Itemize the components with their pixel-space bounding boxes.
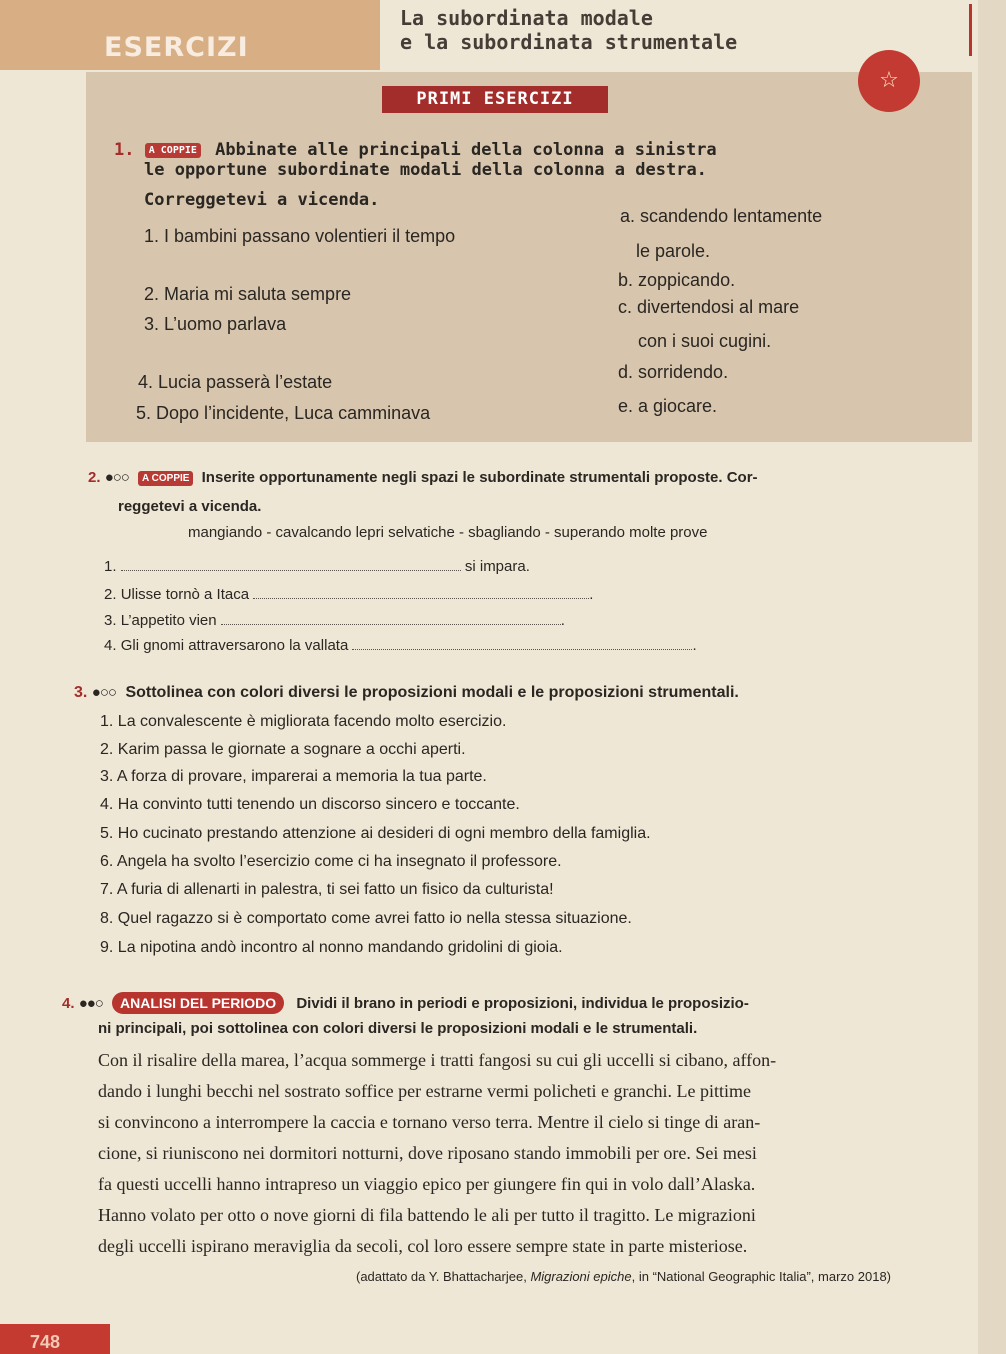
ex3-instruction-text: Sottolinea con colori diversi le proposizioni modali e le proposizioni strumentali. [125,684,739,701]
ex1-badge: A COPPIE [145,143,201,158]
ex1-instruction-line3: Correggetevi a vicenda. [144,190,380,210]
ex1-right-item: d. sorridendo. [618,362,729,382]
ex2-item-before: Gli gnomi attraversarono la vallata [120,637,349,654]
ex1-instruction-line1 [114,140,717,160]
ex3-item: 6. Angela ha svolto l’esercizio come ci ha insegnato il professore. [100,853,562,870]
ex1-left-item: 3. L’uomo parlava [144,314,287,334]
ex2-instruction-line2: reggetevi a vicenda. [118,498,262,515]
ex1-left-item: 2. Maria mi saluta sempre [144,284,352,304]
source-title: Migrazioni epiche [530,1269,632,1284]
analisi-periodo-badge: ANALISI DEL PERIODO [112,992,284,1014]
ex2-item-after: si impara. [464,558,530,575]
ex4-instruction-text: Dividi il brano in periodi e proposizioni, individua le proposizio- [296,995,749,1012]
ex2-instruction-line1 [88,469,758,486]
ex2-item-before: Ulisse tornò a Itaca [120,586,250,603]
ex2-options: mangiando - cavalcando lepri selvatiche - sbagliando - superando molte prove [188,524,708,541]
ex2-item-after: . [589,586,594,603]
difficulty-dots: ●○○ [104,469,129,486]
ex2-item-after: . [692,637,697,654]
ex3-item: 9. La nipotina andò incontro al nonno mandando gridolini di gioia. [100,939,563,956]
ex2-item-number: 4. [104,637,117,654]
ex2-item-number: 2. [104,586,117,603]
ex1-instruction-line2: le opportune subordinate modali della colonna a destra. [144,160,707,180]
ex1-right-item: b. zoppicando. [618,270,736,290]
ex2-blank-3[interactable] [221,624,561,625]
ex3-item: 7. A furia di allenarti in palestra, ti sei fatto un fisico da culturista! [100,881,554,898]
ex3-item: 1. La convalescente è migliorata facendo molto esercizio. [100,713,507,730]
ex3-item: 8. Quel ragazzo si è comportato come avrei fatto io nella stessa situazione. [100,910,632,927]
ex2-number: 2. [88,469,101,486]
passage-line: cione, si riuniscono nei dormitori notturni, dove riposano stando immobili per ore. Sei mesi [98,1143,757,1163]
ex2-item-4 [104,637,697,654]
section-label: ESERCIZI [104,32,249,63]
ex1-instruction-text1: Abbinate alle principali della colonna a sinistra [215,140,717,160]
ex3-instruction [74,684,739,702]
passage-line: fa questi uccelli hanno intrapreso un viaggio epico per giungere fin qui in volo dall’Alaska. [98,1174,756,1194]
difficulty-dots: ●○○ [91,684,116,701]
source-citation [356,1269,891,1284]
passage-line: degli uccelli ispirano meraviglia da secoli, col loro essere sempre state in parte misteriose. [98,1236,748,1256]
ex2-blank-1[interactable] [121,570,461,571]
ex3-item: 4. Ha convinto tutti tenendo un discorso sincero e toccante. [100,796,520,813]
ex1-left-item: 1. I bambini passano volentieri il tempo [144,226,456,246]
passage-line: dando i lunghi becchi nel sostrato soffice per estrarne vermi policheti e granchi. Le pittime [98,1081,751,1101]
chapter-title-line2: e la subordinata strumentale [400,30,738,54]
difficulty-dots: ●●○ [78,995,103,1012]
passage-line: Con il risalire della marea, l’acqua sommerge i tratti fangosi su cui gli uccelli si cibano, affon- [98,1050,777,1070]
ex1-left-item: 5. Dopo l’incidente, Luca camminava [136,403,431,423]
teamwork-medal-icon: ☆ [858,50,920,112]
ex2-item-before: L’appetito vien [120,612,217,629]
ex2-item-after: . [560,612,565,629]
page-number: 748 [30,1332,61,1352]
ex2-item-2 [104,586,593,603]
ex2-item-number: 3. [104,612,117,629]
ex2-item-1 [104,558,530,575]
page-number-tab [0,1324,110,1354]
passage-line: si convincono a interrompere la caccia e tornano verso terra. Mentre il cielo si tinge di aran- [98,1112,761,1132]
ex2-instruction-text: Inserite opportunamente negli spazi le subordinate strumentali proposte. Cor- [201,469,758,486]
ex1-right-item: a. scandendo lentamente [620,206,823,226]
ex3-item: 3. A forza di provare, imparerai a memoria la tua parte. [100,768,487,785]
ex2-badge: A COPPIE [138,471,193,486]
primi-esercizi-label: PRIMI ESERCIZI [382,86,608,113]
ex4-instruction-line2: ni principali, poi sottolinea con colori diversi le proposizioni modali e le strumentali. [98,1020,698,1037]
ex1-left-item: 4. Lucia passerà l’estate [138,372,333,392]
page-edge [978,0,1006,1354]
ex2-blank-4[interactable] [352,649,692,650]
ex1-right-item: le parole. [636,241,711,261]
ex2-blank-2[interactable] [253,598,589,599]
ex4-instruction-line1 [62,992,749,1014]
chapter-marker [969,4,972,56]
ex1-number: 1. [114,140,135,160]
ex3-number: 3. [74,684,88,701]
ex1-right-item: e. a giocare. [618,396,718,416]
ex1-right-item: c. divertendosi al mare [618,297,800,317]
ex3-item: 5. Ho cucinato prestando attenzione ai desideri di ogni membro della famiglia. [100,825,651,842]
source-post: , in “National Geographic Italia”, marzo 2018) [631,1269,892,1284]
source-pre: (adattato da Y. Bhattacharjee, [356,1269,531,1284]
ex3-item: 2. Karim passa le giornate a sognare a occhi aperti. [100,741,466,758]
chapter-title-line1: La subordinata modale [400,6,653,30]
ex1-right-item: con i suoi cugini. [638,331,772,351]
passage-line: Hanno volato per otto o nove giorni di fila battendo le ali per tutto il tragitto. Le migrazioni [98,1205,756,1225]
ex2-item-3 [104,612,565,629]
ex2-item-number: 1. [104,558,117,575]
ex4-number: 4. [62,995,75,1012]
